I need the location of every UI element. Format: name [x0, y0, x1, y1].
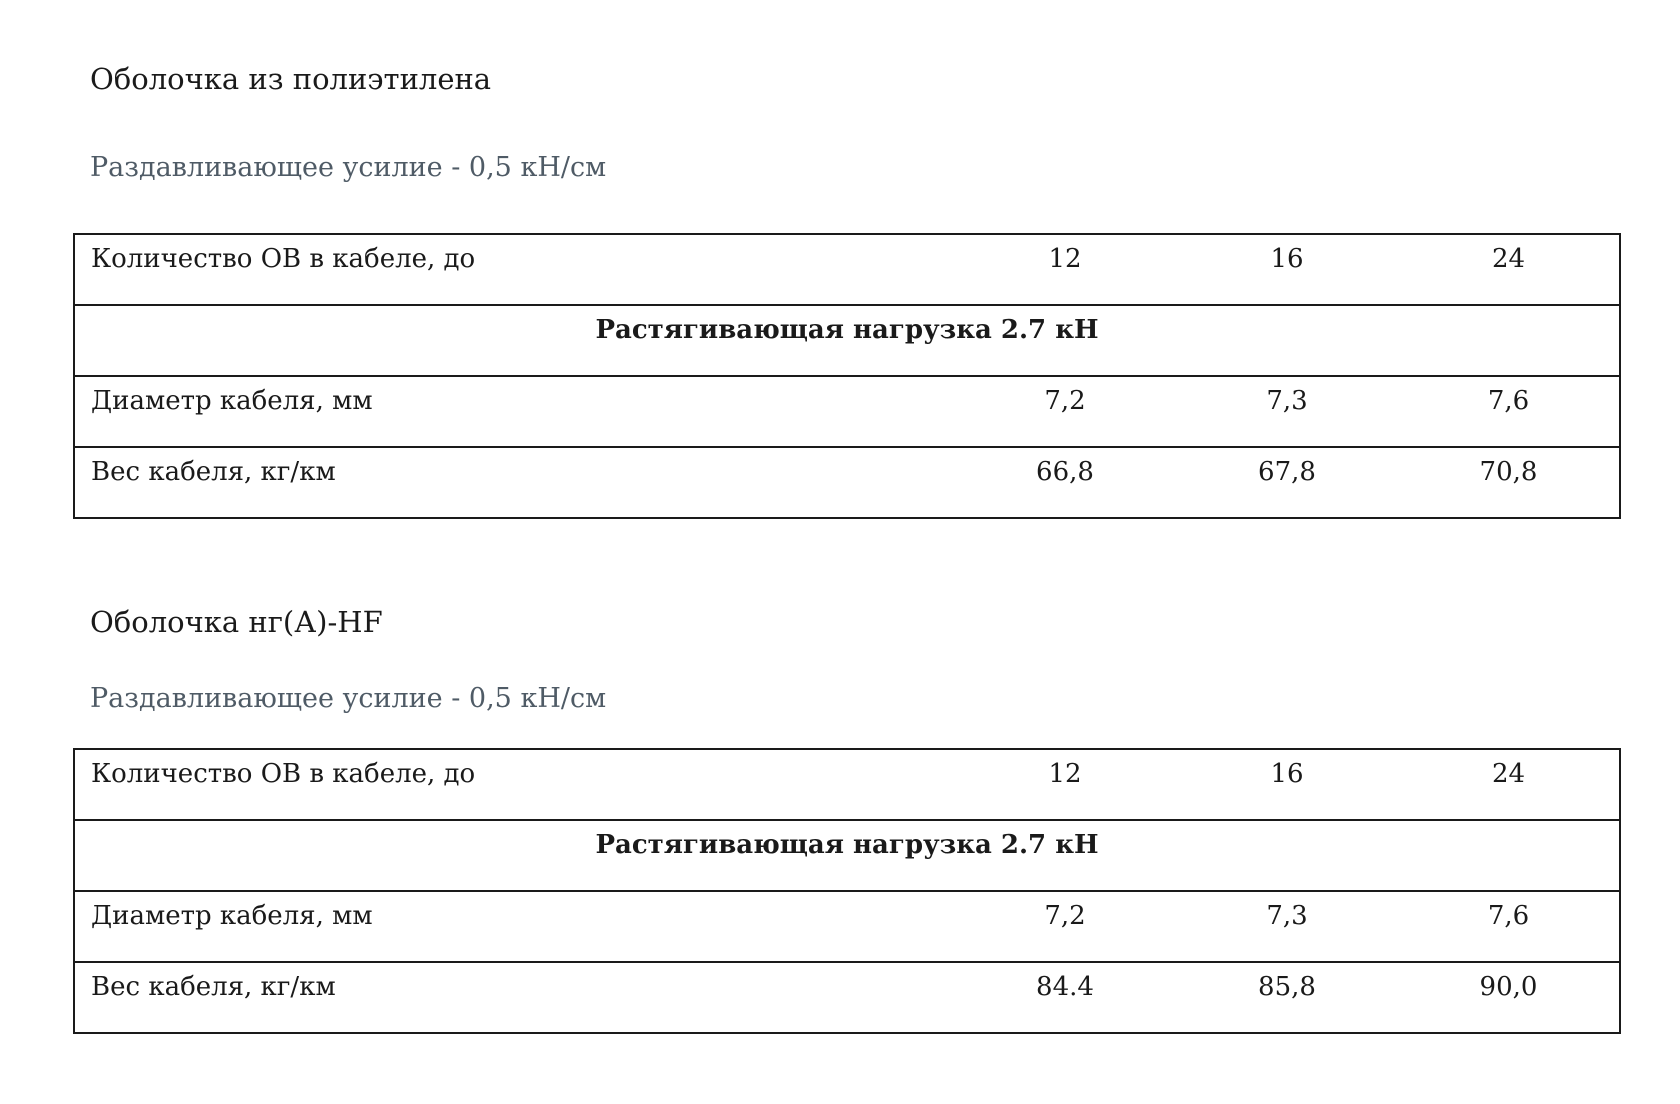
cell-value: 7,2 — [1044, 386, 1086, 416]
cell-value: 66,8 — [1036, 457, 1094, 487]
row-label: Вес кабеля, кг/км — [91, 972, 336, 1002]
cell-value: 24 — [1491, 244, 1526, 274]
table-row-diameter — [74, 891, 1620, 962]
specs-table-lszh — [73, 748, 1621, 1034]
cell-value: 84.4 — [1036, 972, 1094, 1002]
cell-value: 16 — [1270, 244, 1304, 274]
table-row-fiber-count — [74, 749, 1620, 820]
cell-value: 7,2 — [1044, 901, 1086, 931]
cell-value: 12 — [1048, 759, 1082, 789]
row-label: Количество ОВ в кабеле, до — [91, 244, 476, 274]
table-row-weight — [74, 447, 1620, 518]
crush-force-note: Раздавливающее усилие - 0,5 кН/см — [90, 152, 607, 183]
section-title-polyethylene: Оболочка из полиэтилена — [90, 62, 492, 96]
cell-value: 67,8 — [1258, 457, 1316, 487]
row-label: Диаметр кабеля, мм — [91, 901, 373, 931]
table-row-tensile-load — [74, 820, 1620, 891]
crush-force-note: Раздавливающее усилие - 0,5 кН/см — [90, 683, 607, 714]
cell-value: 70,8 — [1479, 457, 1538, 487]
cell-value: 7,6 — [1487, 901, 1530, 931]
cell-value: 24 — [1491, 759, 1526, 789]
table-row-diameter — [74, 376, 1620, 447]
cell-value: 12 — [1048, 244, 1082, 274]
cell-value: 85,8 — [1258, 972, 1316, 1002]
cell-value: 7,3 — [1266, 901, 1308, 931]
cell-value: 7,3 — [1266, 386, 1308, 416]
table-row-tensile-load — [74, 305, 1620, 376]
section-title-lszh: Оболочка нг(А)-HF — [90, 605, 383, 639]
table-row-fiber-count — [74, 234, 1620, 305]
row-label: Вес кабеля, кг/км — [91, 457, 336, 487]
tensile-load-header: Растягивающая нагрузка 2.7 кН — [595, 830, 1099, 860]
cell-value: 7,6 — [1487, 386, 1530, 416]
row-label: Диаметр кабеля, мм — [91, 386, 373, 416]
specs-table-polyethylene — [73, 233, 1621, 519]
row-label: Количество ОВ в кабеле, до — [91, 759, 476, 789]
table-row-weight — [74, 962, 1620, 1033]
cell-value: 16 — [1270, 759, 1304, 789]
cell-value: 90,0 — [1479, 972, 1538, 1002]
tensile-load-header: Растягивающая нагрузка 2.7 кН — [595, 315, 1099, 345]
